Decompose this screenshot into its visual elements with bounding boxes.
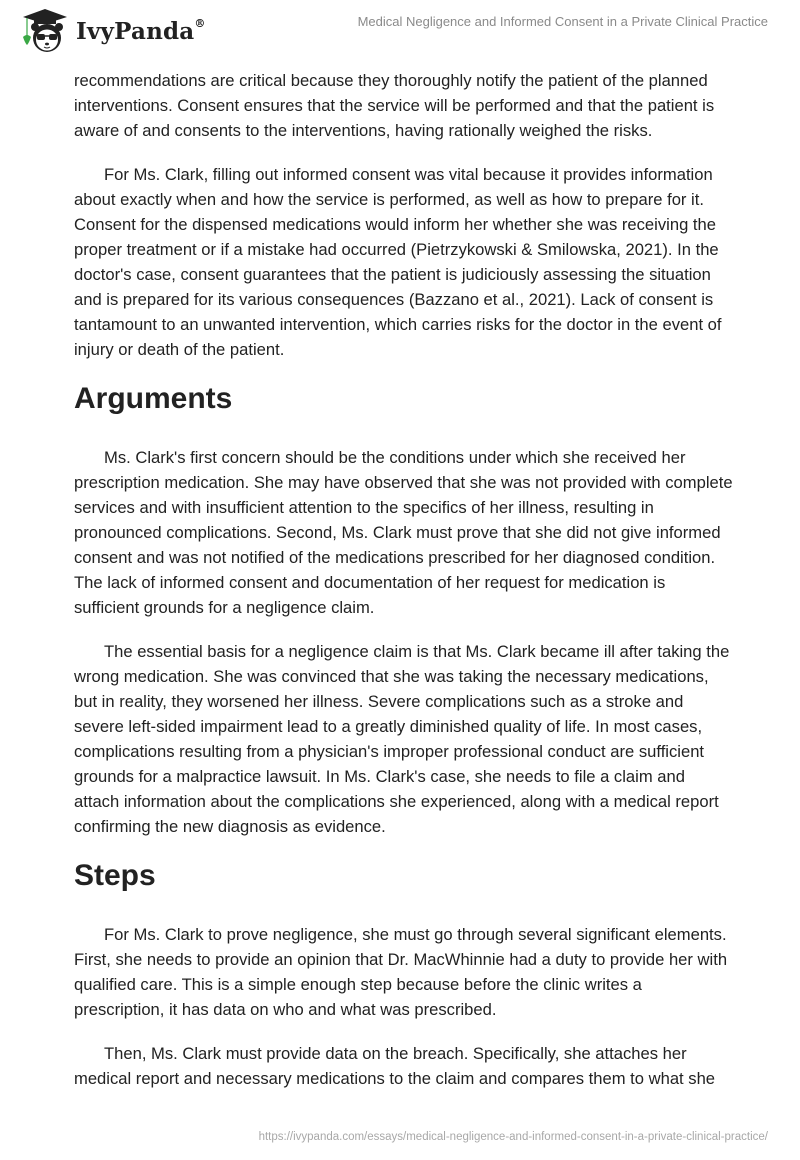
source-url[interactable]: https://ivypanda.com/essays/medical-negligence-and-informed-consent-in-a-private-clinical-practice/ <box>258 1131 768 1143</box>
section-heading-arguments: Arguments <box>74 382 233 415</box>
panda-graduate-icon <box>20 7 70 55</box>
document-title: Medical Negligence and Informed Consent in a Private Clinical Practice <box>357 14 768 29</box>
paragraph: For Ms. Clark to prove negligence, she must go through several significant elements. First, she needs to provide an opinion that Dr. MacWhinnie had a duty to provide her with qualified care. This is a simple enough step because before the clinic writes a prescription, it has data on who and what was prescribed. <box>74 925 728 1019</box>
brand-name: IvyPanda® <box>76 16 206 45</box>
ivypanda-logo[interactable] <box>20 7 206 55</box>
page-header <box>0 0 800 60</box>
paragraph: The essential basis for a negligence claim is that Ms. Clark became ill after taking the wrong medication. She was convinced that she was taking the necessary medications, but in reality, they worsened her illness. Severe complications such as a stroke and severe left-sided impairment lead to a greatly diminished quality of life. In most cases, complications resulting from a physician's improper professional conduct are sufficient grounds for a malpractice lawsuit. In Ms. Clark's case, she needs to file a claim and attach information about the complications she experienced, along with a medical report confirming the new diagnosis as evidence. <box>74 642 730 836</box>
paragraph: Ms. Clark's first concern should be the conditions under which she received her prescription medication. She may have observed that she was not provided with complete services and with insufficient attention to the specifics of her illness, resulting in pronounced complications. Second, Ms. Clark must prove that she did not give informed consent and was not notified of the medications prescribed for her diagnosed condition. The lack of informed consent and documentation of her request for medication is sufficient grounds for a negligence claim. <box>74 448 733 617</box>
section-heading-steps: Steps <box>74 859 156 892</box>
essay-body <box>74 68 734 1110</box>
paragraph: For Ms. Clark, filling out informed consent was vital because it provides information about exactly when and how the service is performed, as well as how to prepare for it. Consent for the dispensed medications would inform her whether she was receiving the proper treatment or if a mistake had occurred (Pietrzykowski & Smilowska, 2021). In the doctor's case, consent guarantees that the patient is judiciously assessing the situation and is prepared for its various consequences (Bazzano et al., 2021). Lack of consent is tantamount to an unwanted intervention, which carries risks for the doctor in the event of injury or death of the patient. <box>74 165 722 359</box>
paragraph: Then, Ms. Clark must provide data on the breach. Specifically, she attaches her medical report and necessary medications to the claim and compares them to what she <box>74 1044 716 1088</box>
paragraph: recommendations are critical because they thoroughly notify the patient of the planned interventions. Consent ensures that the service will be performed and that the patient is aware of and consents to the interventions, having rationally weighed the risks. <box>74 71 715 140</box>
